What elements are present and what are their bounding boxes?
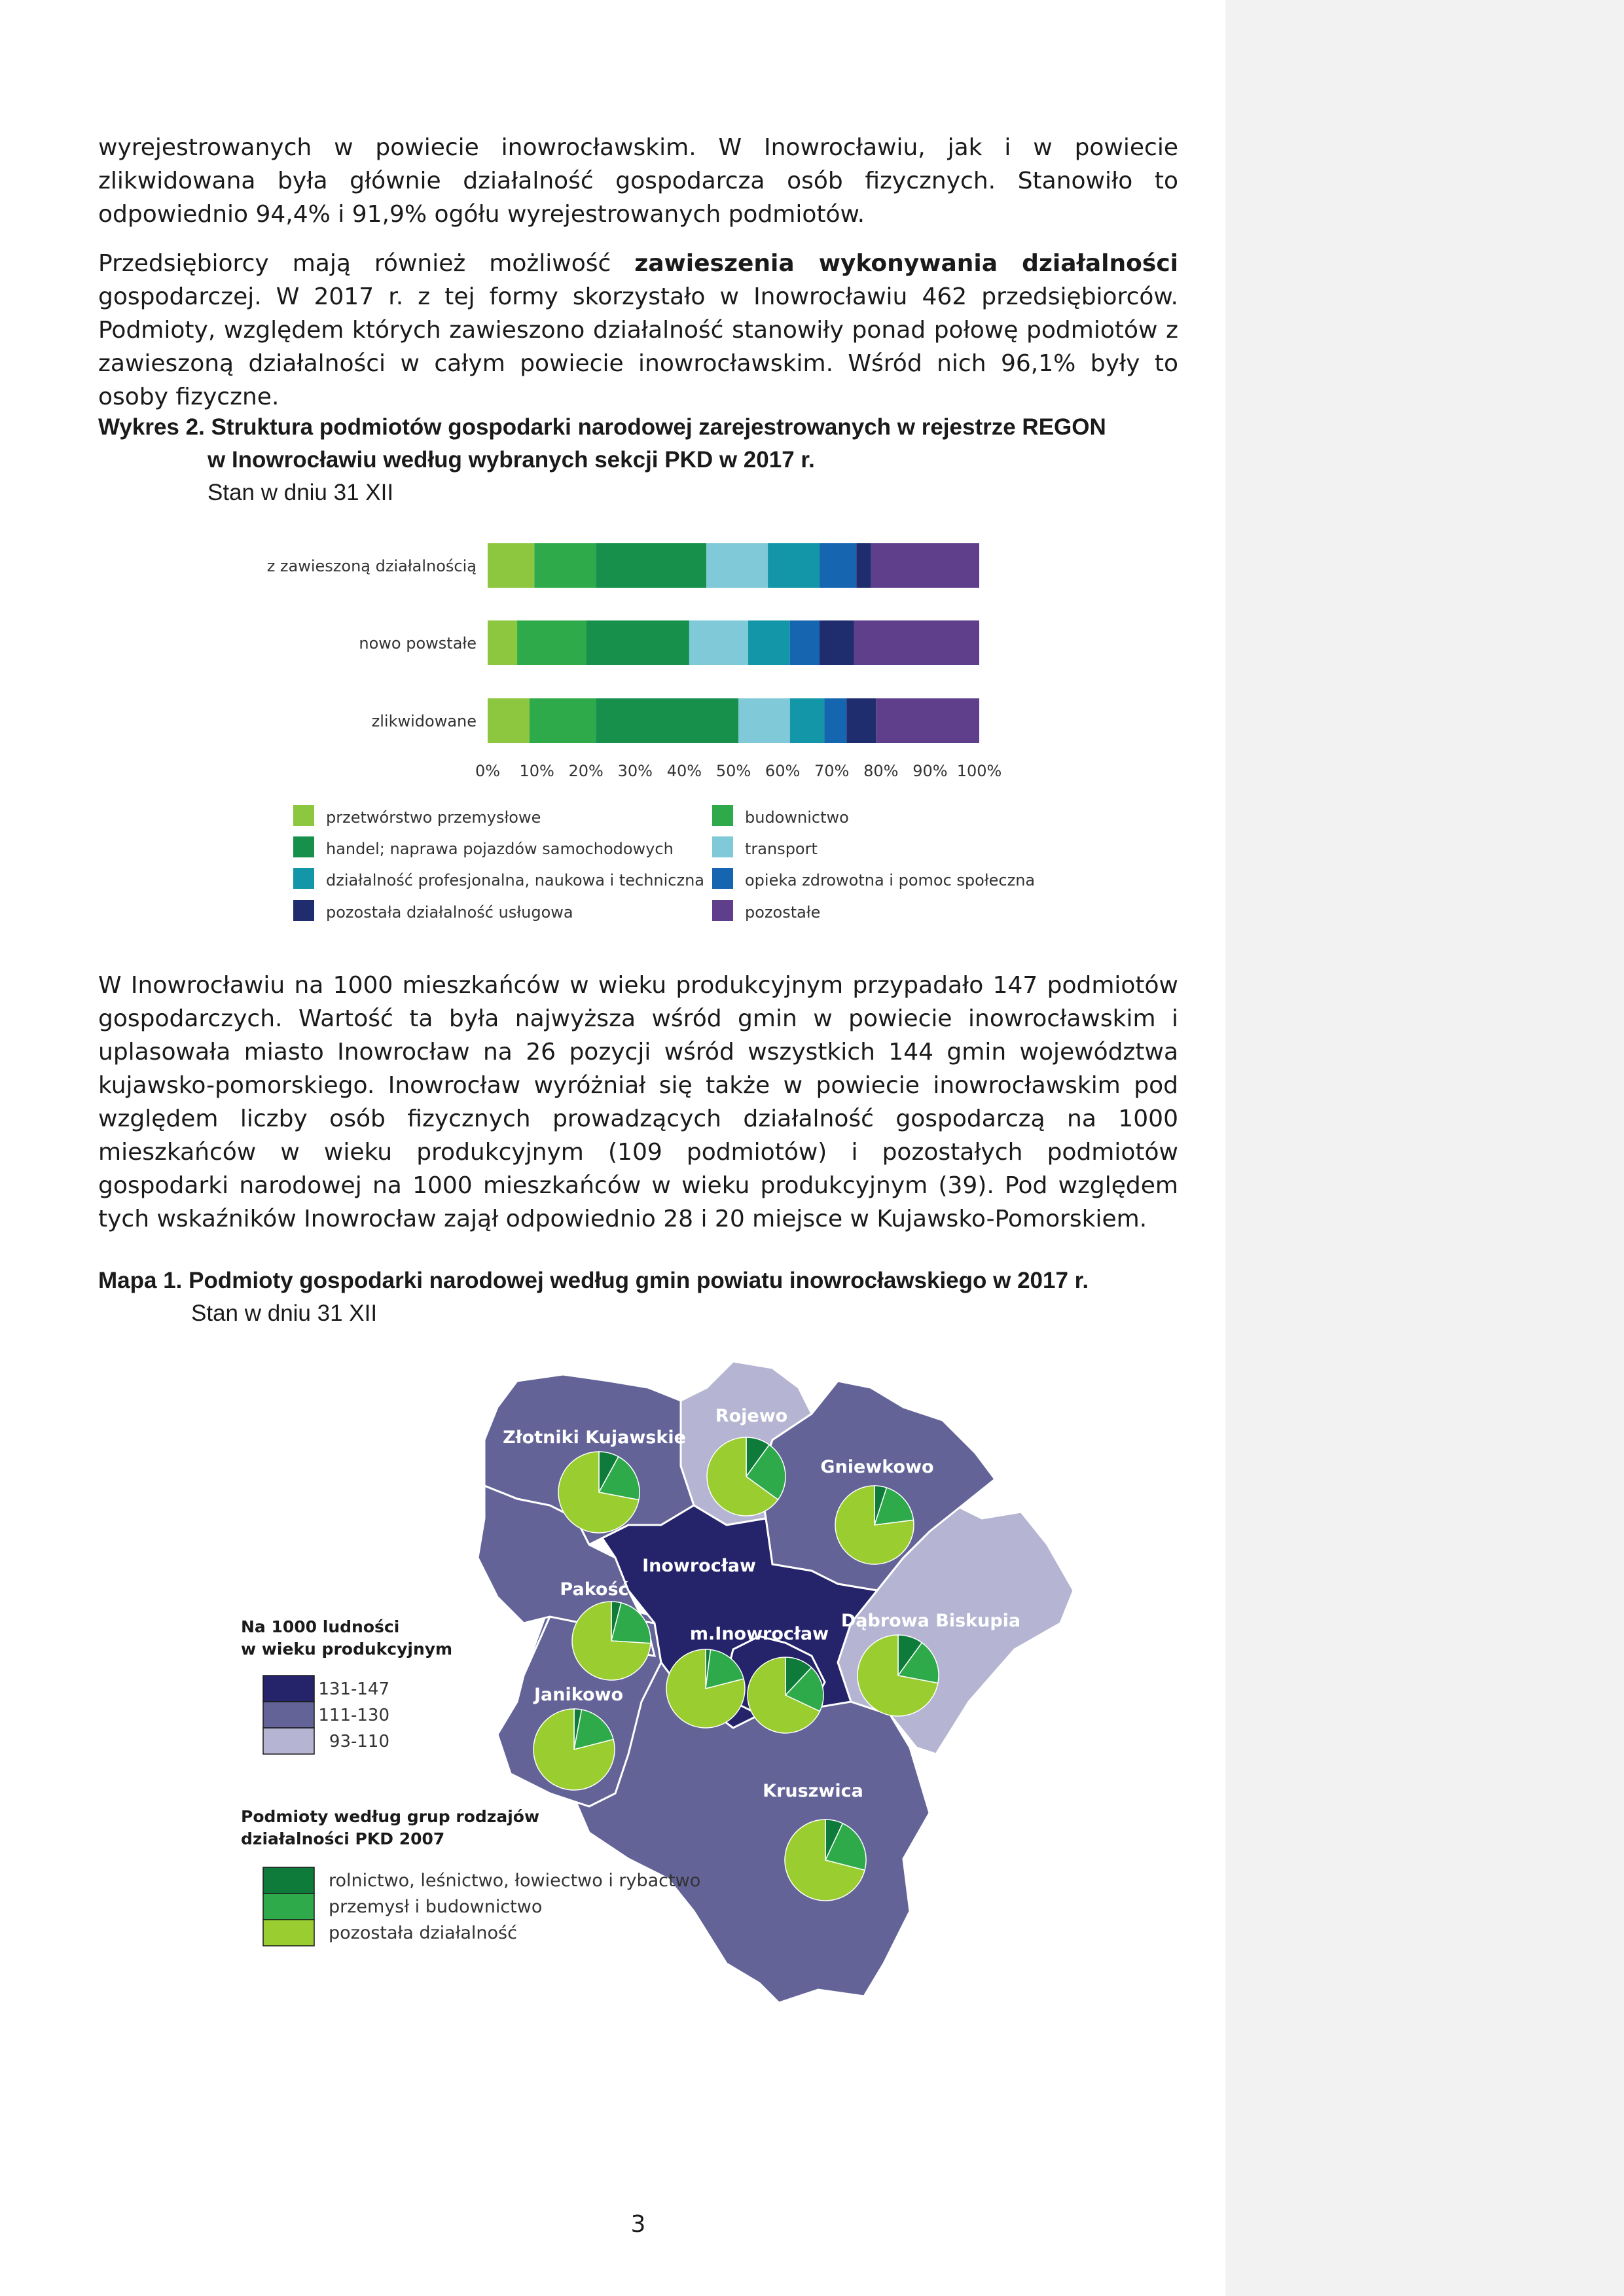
x-tick-label: 10%: [519, 762, 554, 780]
legend-label: opieka zdrowotna i pomoc społeczna: [745, 871, 1036, 889]
group-label: rolnictwo, leśnictwo, łowiectwo i rybactwo: [329, 1871, 701, 1891]
map-caption-title: Podmioty gospodarki narodowej według gmin powiatu inowrocławskiego w 2017 r.: [189, 1268, 1089, 1293]
gmina-label: Dąbrowa Biskupia: [840, 1611, 1021, 1631]
x-tick-label: 40%: [666, 762, 702, 780]
chart-caption-label: Wykres 2.: [98, 414, 205, 440]
x-tick-label: 50%: [715, 762, 751, 780]
legend-label: budownictwo: [745, 808, 849, 827]
class-swatch: [263, 1702, 314, 1728]
page-number: 3: [630, 2211, 646, 2238]
x-tick-label: 90%: [912, 762, 948, 780]
x-tick-label: 70%: [814, 762, 850, 780]
map-legend1-title-1: Na 1000 ludności: [241, 1617, 400, 1636]
class-label: 111-130: [318, 1706, 389, 1725]
category-label: z zawieszoną działalnością: [266, 557, 477, 575]
chart-caption-subtitle: Stan w dniu 31 XII: [208, 480, 394, 505]
legend-label: działalność profesjonalna, naukowa i techniczna: [326, 871, 705, 889]
paragraph-1: wyrejestrowanych w powiecie inowrocławskim. W Inowrocławiu, jak i w powiecie zlikwidowana była głównie działalność gospodarcza osób fizycznych. Stanowiło to odpowiednio 94,4% i 91,9% ogółu wyrejestrowanych podmiotów.: [98, 134, 1178, 228]
x-tick-label: 0%: [475, 762, 501, 780]
paragraph-2: Przedsiębiorcy mają również możliwość zawieszenia wykonywania działalności gospodarczej. W 2017 r. z tej formy skorzystało w Inowrocławiu 462 przedsiębiorców. Podmioty, względem których zawieszono działalność stanowiły ponad połowę podmiotów z zawieszoną działalności w całym powiecie inowrocławskim. Wśród nich 96,1% były to osoby fizyczne.: [98, 250, 1178, 410]
legend-label: przetwórstwo przemysłowe: [326, 808, 541, 827]
class-label: 93-110: [329, 1732, 389, 1751]
group-label: przemysł i budownictwo: [329, 1897, 543, 1917]
map-legend1-title-2: w wieku produkcyjnym: [241, 1640, 453, 1659]
gmina-label: Inowrocław: [642, 1556, 756, 1576]
map-legend2-title-2: działalności PKD 2007: [241, 1829, 445, 1848]
map-caption-subtitle: Stan w dniu 31 XII: [191, 1300, 378, 1326]
chart-caption-title-1: Struktura podmiotów gospodarki narodowej zarejestrowanych w rejestrze REGON: [211, 414, 1106, 440]
gmina-label: Kruszwica: [763, 1781, 863, 1801]
x-tick-label: 100%: [956, 762, 1002, 780]
legend-label: transport: [745, 840, 818, 858]
legend-label: pozostałe: [745, 903, 821, 922]
paragraph-3: W Inowrocławiu na 1000 mieszkańców w wieku produkcyjnym przypadało 147 podmiotów gospodarczych. Wartość ta była najwyższa wśród gmin w powiecie inowrocławskim i uplasowała miasto Inowrocław na 26 pozycji wśród wszystkich 144 gmin województwa kujawsko-pomorskiego. Inowrocław wyróżniał się także w powiecie inowrocławskim pod względem liczby osób fizycznych prowadzących działalność gospodarczą na 1000 mieszkańców w wieku produkcyjnym (109 podmiotów) i pozostałych podmiotów gospodarki narodowej na 1000 mieszkańców w wieku produkcyjnym (39). Pod względem tych wskaźników Inowrocław zajął odpowiednio 28 i 20 miejsce w Kujawsko-Pomorskiem.: [98, 972, 1178, 1232]
legend-label: pozostała działalność usługowa: [326, 903, 573, 922]
category-label: zlikwidowane: [371, 712, 477, 730]
class-swatch: [263, 1728, 314, 1754]
gmina-label: m.Inowrocław: [689, 1624, 829, 1644]
group-label: pozostała działalność: [329, 1923, 517, 1943]
legend-label: handel; naprawa pojazdów samochodowych: [326, 840, 674, 858]
x-tick-label: 60%: [765, 762, 801, 780]
gmina-label: Gniewkowo: [820, 1457, 934, 1477]
gmina-label: Złotniki Kujawskie: [503, 1427, 686, 1448]
class-label: 131-147: [318, 1679, 389, 1699]
group-swatch: [263, 1893, 314, 1920]
category-label: nowo powstałe: [359, 634, 477, 653]
class-swatch: [263, 1676, 314, 1702]
map-caption-label: Mapa 1.: [98, 1268, 183, 1293]
gmina-label: Pakość: [560, 1579, 629, 1600]
gmina-label: Janikowo: [533, 1685, 624, 1705]
x-tick-label: 30%: [617, 762, 653, 780]
group-swatch: [263, 1867, 314, 1893]
x-tick-label: 20%: [568, 762, 604, 780]
chart-caption-title-2: w Inowrocławiu według wybranych sekcji PKD w 2017 r.: [208, 447, 815, 473]
bold-phrase: zawieszenia wykonywania działalności: [634, 250, 1178, 277]
gmina-label: Rojewo: [715, 1406, 788, 1426]
group-swatch: [263, 1920, 314, 1946]
map-legend2-title-1: Podmioty według grup rodzajów: [241, 1807, 540, 1826]
x-tick-label: 80%: [863, 762, 899, 780]
